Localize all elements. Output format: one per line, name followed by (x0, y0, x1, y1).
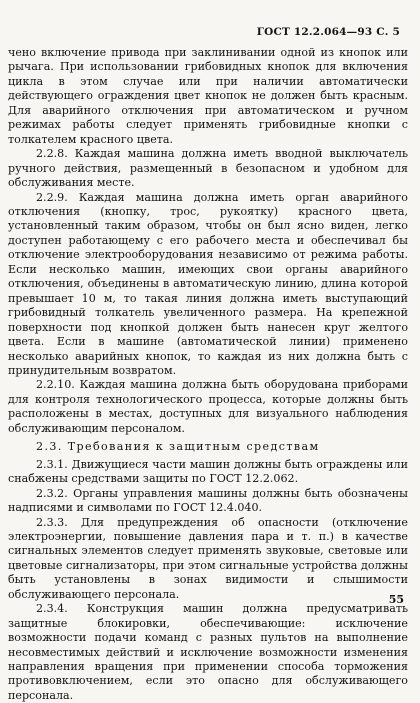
document-body (8, 46, 408, 703)
section-heading: 2.3. Требования к защитным средствам (36, 440, 320, 454)
paragraph-continuation: чено включение привода при заклинивании одной из кнопок или рычага. При использовании грибовидных кнопок для включения цикла в этом случае или при наличии автоматически действующего ограждения цвет кнопок не должен быть красным. Для аварийного отключения при автоматическом и ручном режимах работы следует применять грибовидные кнопки с толкателем красного цвета. (8, 46, 408, 146)
paragraph-2-2-8: 2.2.8. Каждая машина должна иметь вводной выключатель ручного действия, размещенный в безопасном и удобном для обслуживания месте. (8, 147, 408, 190)
paragraph-2-3-4: 2.3.4. Конструкция машин должна предусматривать защитные блокировки, обеспечивающие: исключение возможности подачи команд с разных пультов на выполнение несовместимых действий и исключение возможности изменения направления вращения при применении способа торможения противовключением, если это опасно для обслуживающего персонала. (8, 602, 408, 702)
page-header: ГОСТ 12.2.064—93 С. 5 (256, 26, 400, 38)
paragraph-2-3-2: 2.3.2. Органы управления машины должны быть обозначены надписями и символами по ГОСТ 12.4.040. (8, 486, 408, 515)
page-number: 55 (388, 593, 404, 606)
paragraph-2-3-1: 2.3.1. Движущиеся части машин должны быть ограждены или снабжены средствами защиты по ГОСТ 12.2.062. (8, 457, 408, 486)
paragraph-2-2-10: 2.2.10. Каждая машина должна быть оборудована приборами для контроля технологического процесса, которые должны быть расположены в местах, доступных для визуального наблюдения обслуживающим персоналом. (8, 378, 408, 435)
paragraph-2-3-3: 2.3.3. Для предупреждения об опасности (отключение электроэнергии, повышение давления пара и т. п.) в качестве сигнальных элементов следует применять звуковые, световые или цветовые сигнализаторы, при этом сигнальные устройства должны быть установлены в зонах видимости и слышимости обслуживающего персонала. (8, 515, 408, 601)
paragraph-2-2-9: 2.2.9. Каждая машина должна иметь орган аварийного отключения (кнопку, трос, рукоятку) красного цвета, установленный таким образом, чтобы он был ясно виден, легко доступен работающему с его рабочего места и обеспечивал бы отключение электрооборудования независимо от режима работы. Если несколько машин, имеющих свои органы аварийного отключения, объединены в автоматическую линию, длина которой превышает 10 м, то такая линия должна иметь выступающий грибовидный толкатель увеличенного размера. На крепежной поверхности под кнопкой должен быть нанесен круг желтого цвета. Если в машине (автоматической линии) применено несколько аварийных кнопок, то каждая из них должна быть с принудительным возвратом. (8, 190, 408, 377)
